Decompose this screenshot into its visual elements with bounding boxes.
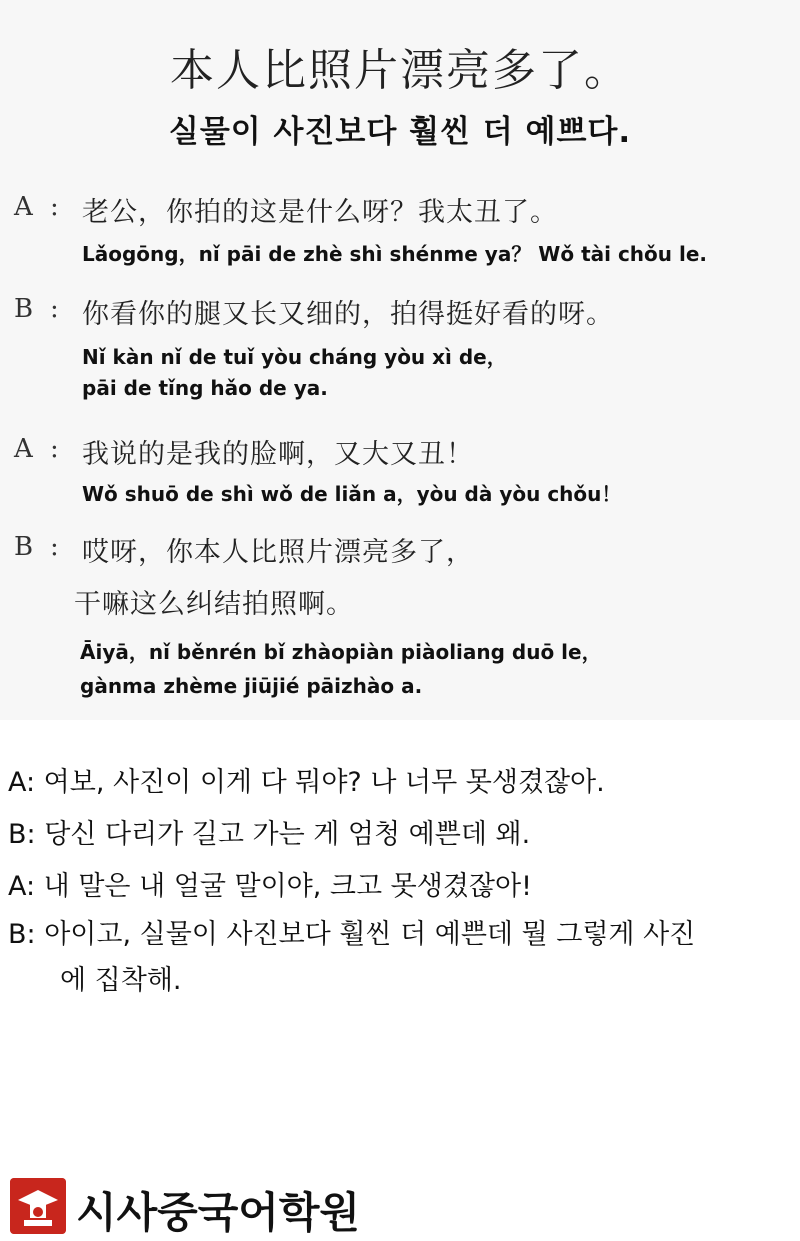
translation-line: B: 당신 다리가 길고 가는 게 엄청 예쁜데 왜. <box>8 819 531 850</box>
speaker-colon: : <box>50 532 59 562</box>
chinese-line: 我说的是我的脸啊，又大又丑！ <box>82 439 474 470</box>
chinese-line: 哎呀，你本人比照片漂亮多了， <box>82 537 474 568</box>
pinyin-line: Āiyā，nǐ běnrén bǐ zhàopiàn piàoliang duō le， <box>80 640 602 664</box>
translation-line: B: 아이고, 실물이 사진보다 훨씬 더 예쁜데 뭘 그렇게 사진 <box>8 919 696 950</box>
pinyin-line: Nǐ kàn nǐ de tuǐ yòu cháng yòu xì de， <box>82 345 507 369</box>
chinese-line: 老公，你拍的这是什么呀？我太丑了。 <box>82 197 558 228</box>
title-chinese: 本人比照片漂亮多了。 <box>170 45 630 96</box>
pinyin-line: pāi de tǐng hǎo de ya. <box>82 376 328 400</box>
pinyin-line: gànma zhème jiūjié pāizhào a. <box>80 674 423 698</box>
pinyin-line: Lǎogōng，nǐ pāi de zhè shì shénme ya？ Wǒ tài chǒu le. <box>82 242 707 266</box>
translation-line: 에 집착해. <box>60 965 182 996</box>
academy-emblem-icon <box>10 1178 66 1234</box>
chinese-line: 干嘛这么纠结拍照啊。 <box>74 589 354 620</box>
title-korean: 실물이 사진보다 훨씬 더 예쁘다. <box>168 114 632 150</box>
speaker-label: B <box>14 294 34 324</box>
speaker-colon: : <box>50 434 59 464</box>
translation-line: A: 내 말은 내 얼굴 말이야, 크고 못생겼잖아! <box>8 871 532 902</box>
academy-name: 시사중국어학원 <box>76 1188 361 1237</box>
speaker-label: A <box>14 192 33 222</box>
speaker-colon: : <box>50 192 59 222</box>
speaker-colon: : <box>50 294 59 324</box>
speaker-label: A <box>14 434 33 464</box>
speaker-label: B <box>14 532 34 562</box>
chinese-line: 你看你的腿又长又细的，拍得挺好看的呀。 <box>82 299 614 330</box>
translation-line: A: 여보, 사진이 이게 다 뭐야? 나 너무 못생겼잖아. <box>8 767 605 798</box>
pinyin-line: Wǒ shuō de shì wǒ de liǎn a，yòu dà yòu chǒu！ <box>82 482 622 506</box>
